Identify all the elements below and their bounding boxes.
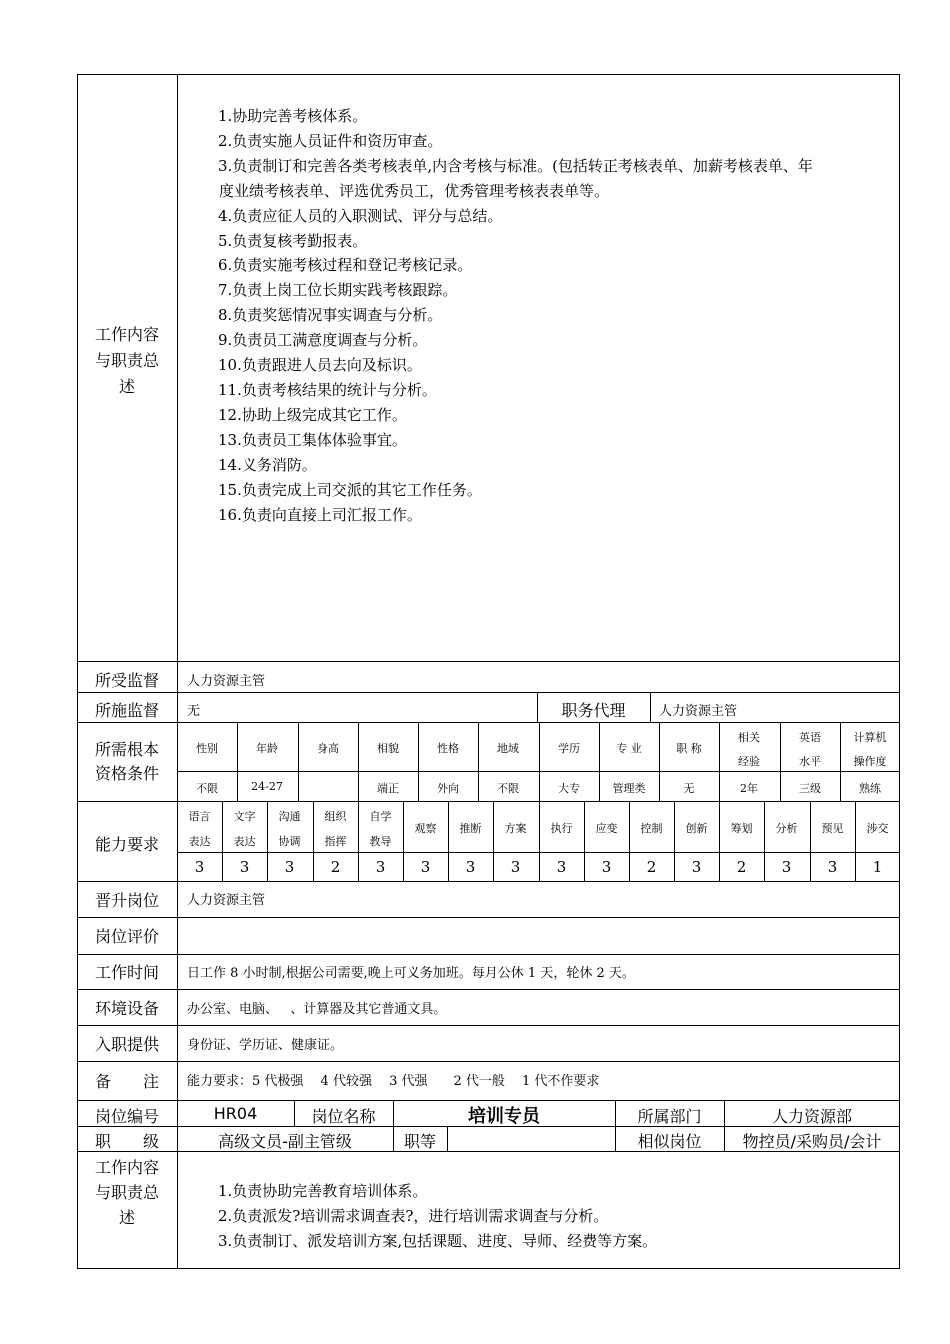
ability-score-cell: 1 [872,858,883,876]
ability-header-cell: 预见 [821,822,844,835]
supervised-by-value: 人力资源主管 [187,674,266,689]
evaluation-label: 岗位评价 [94,927,159,946]
ability-score-cell: 3 [510,858,521,876]
ability-score-cell: 3 [465,858,476,876]
qual-value-cell: 无 [683,782,695,795]
ability-score-cell: 2 [646,858,657,876]
post-code-value: HR04 [213,1104,258,1123]
qual-header-cell: 性格 [437,742,459,755]
duty-item: 2.负责实施人员证件和资历审查。 [218,131,443,150]
ability-header-cell: 执行 [550,822,573,835]
qual-header-cell: 年龄 [256,742,278,755]
ability-score-cell: 3 [601,858,612,876]
duty-item: 2.负责派发?培训需求调查表?，进行培训需求调查与分析。 [218,1206,609,1225]
qual-value-cell: 24-27 [251,780,283,793]
promotion-value: 人力资源主管 [187,893,266,908]
duty-item: 5.负责复核考勤报表。 [218,231,368,250]
qual-header-cell: 专 业 [616,742,642,755]
level-value: 高级文员-副主管级 [218,1132,352,1151]
duty-item: 3.负责制订、派发培训方案,包括课题、进度、导师、经费等方案。 [218,1231,658,1250]
duty-item: 10.负责跟进人员去向及标识。 [218,356,422,375]
ability-score-cell: 2 [330,858,341,876]
duty-item: 度业绩考核表单、评选优秀员工，优秀管理考核表表单等。 [219,181,610,200]
department-value: 人力资源部 [771,1107,852,1126]
duty-list-2 [218,1179,898,1254]
duty-list [218,104,898,527]
qual-value-cell: 端正 [377,782,399,795]
ability-header-cell: 组织 指挥 [324,810,347,848]
ability-header-cell: 观察 [414,822,437,835]
qualification-label: 所需根本 资格条件 [94,740,159,783]
ability-header-cell: 控制 [640,822,663,835]
ability-header-cell: 语言 表达 [188,810,211,848]
supervises-value: 无 [187,704,201,719]
duty-item: 7.负责上岗工位长期实践考核跟踪。 [218,281,458,300]
hours-value: 日工作 8 小时制,根据公司需要,晚上可义务加班。每月公休 1 天，轮休 2 天。 [187,966,635,981]
ability-score-cell: 3 [375,858,386,876]
ability-header-cell: 涉交 [866,822,889,835]
duty-item: 13.负责员工集体体验事宜。 [218,430,407,449]
onboarding-value: 身份证、学历证、健康证。 [187,1038,344,1053]
duty-item: 3.负责制订和完善各类考核表单,内含考核与标准。(包括转正考核表单、加薪考核表单、年 [218,156,813,175]
grade-label: 职等 [403,1132,436,1151]
environment-label: 环境设备 [94,999,159,1018]
ability-header-cell: 应变 [595,822,618,835]
ability-score-cell: 3 [284,858,295,876]
ability-header-cell: 沟通 协调 [278,810,301,848]
ability-score-cell: 3 [239,858,250,876]
deputy-label: 职务代理 [561,701,626,720]
duty-item: 6.负责实施考核过程和登记考核记录。 [218,256,473,275]
supervises-label: 所施监督 [94,701,159,720]
duty-item: 16.负责向直接上司汇报工作。 [218,505,422,524]
qual-column-divider [298,722,299,801]
qual-value-cell: 熟练 [859,782,881,795]
qual-header-cell: 英语 水平 [799,731,821,768]
qual-header-cell: 计算机 操作度 [853,731,887,768]
onboarding-label: 入职提供 [94,1035,159,1054]
duty-item: 9.负责员工满意度调查与分析。 [218,331,428,350]
qual-value-cell: 2年 [740,782,758,795]
similar-post-label: 相似岗位 [637,1132,702,1151]
qual-value-cell: 不限 [497,782,519,795]
duty-item: 1.负责协助完善教育培训体系。 [218,1182,428,1200]
ability-score-cell: 3 [691,858,702,876]
ability-header-cell: 创新 [685,822,708,835]
remark-label: 备 注 [94,1072,159,1091]
duty-item: 15.负责完成上司交派的其它工作任务。 [218,480,482,499]
department-label: 所属部门 [637,1107,702,1126]
promotion-label: 晋升岗位 [94,891,159,910]
qual-header-cell: 职 称 [676,742,702,755]
job-description-form [77,74,900,1269]
deputy-value: 人力资源主管 [659,704,738,719]
ability-score-cell: 3 [781,858,792,876]
qual-header-cell: 身高 [317,742,339,755]
ability-score-cell: 3 [194,858,205,876]
environment-value: 办公室、电脑、 、计算器及其它普通文具。 [187,1002,447,1017]
qual-value-cell: 外向 [437,782,459,795]
duty-label: 工作内容 与职责总 述 [94,325,159,396]
qual-header-cell: 性别 [196,742,218,755]
post-name-label: 岗位名称 [311,1107,376,1126]
duty-item: 8.负责奖惩情况事实调查与分析。 [218,306,443,325]
ability-header-cell: 自学 教导 [369,810,392,848]
duty-label-2: 工作内容 与职责总 述 [94,1158,159,1227]
duty-item: 11.负责考核结果的统计与分析。 [218,380,437,399]
qual-value-cell: 三级 [799,782,821,795]
post-code-label: 岗位编号 [94,1107,159,1126]
duty-item: 12.协助上级完成其它工作。 [218,405,407,424]
ability-score-cell: 3 [420,858,431,876]
duty-item: 1.协助完善考核体系。 [218,107,368,125]
duty-item: 4.负责应征人员的入职测试、评分与总结。 [218,206,503,225]
ability-score-cell: 3 [556,858,567,876]
level-label: 职 级 [94,1132,159,1151]
similar-post-value: 物控员/采购员/会计 [742,1132,882,1151]
ability-label: 能力要求 [94,835,159,854]
qual-header-cell: 相貌 [377,742,399,755]
ability-header-cell: 推断 [459,822,482,835]
ability-header-cell: 分析 [775,822,798,835]
qual-header-cell: 学历 [558,742,580,755]
hours-label: 工作时间 [94,963,159,982]
ability-score-cell: 2 [736,858,747,876]
qual-header-cell: 地域 [497,742,519,755]
ability-header-cell: 文字 表达 [233,810,256,848]
post-name-value: 培训专员 [468,1106,540,1127]
ability-header-cell: 筹划 [730,822,753,835]
ability-header-cell: 方案 [504,822,527,835]
qual-header-cell: 相关 经验 [738,731,760,768]
qual-value-cell: 不限 [196,782,218,795]
qual-value-cell: 管理类 [612,782,646,795]
duty-item: 14.义务消防。 [218,455,317,474]
ability-score-cell: 3 [827,858,838,876]
qual-value-cell: 大专 [558,782,580,795]
supervised-by-label: 所受监督 [94,671,159,690]
remark-value: 能力要求：5 代极强 4 代较强 3 代强 2 代一般 1 代不作要求 [187,1074,600,1089]
